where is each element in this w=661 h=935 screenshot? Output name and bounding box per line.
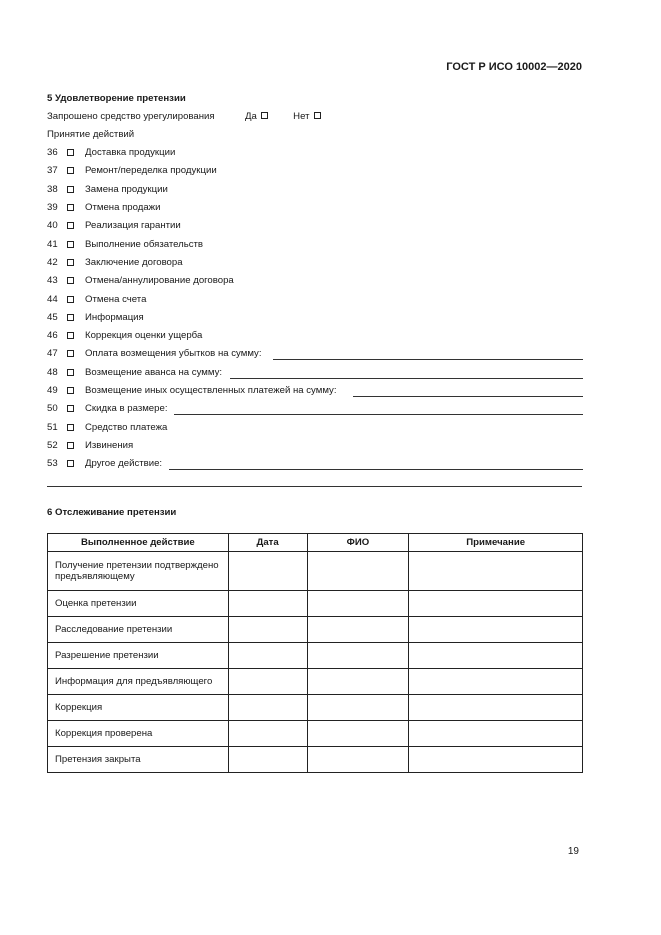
- action-item: [47, 239, 583, 251]
- item-number: 52: [47, 440, 58, 451]
- action-item: [47, 367, 583, 379]
- action-cell: Получение претензии подтверждено предъявляющему: [48, 552, 229, 591]
- discount-blank-field[interactable]: [174, 414, 583, 415]
- item-checkbox[interactable]: [67, 241, 74, 248]
- no-checkbox[interactable]: [314, 112, 321, 119]
- action-item: [47, 165, 583, 177]
- note-cell[interactable]: [409, 695, 583, 721]
- item-number: 48: [47, 367, 58, 378]
- note-cell[interactable]: [409, 747, 583, 773]
- table-row: [48, 669, 583, 695]
- item-checkbox[interactable]: [67, 259, 74, 266]
- item-number: 45: [47, 312, 58, 323]
- item-checkbox[interactable]: [67, 387, 74, 394]
- column-header-name: ФИО: [307, 534, 409, 552]
- name-cell[interactable]: [307, 669, 409, 695]
- item-label: Коррекция оценки ущерба: [85, 330, 203, 341]
- name-cell[interactable]: [307, 695, 409, 721]
- action-item: [47, 147, 583, 159]
- name-cell[interactable]: [307, 643, 409, 669]
- item-label: Отмена счета: [85, 294, 147, 305]
- item-number: 38: [47, 184, 58, 195]
- item-label: Возмещение аванса на сумму:: [85, 367, 223, 378]
- date-cell[interactable]: [228, 695, 307, 721]
- item-checkbox[interactable]: [67, 369, 74, 376]
- section-5-title: 5 Удовлетворение претензии: [47, 93, 186, 104]
- item-label: Отмена/аннулирование договора: [85, 275, 234, 286]
- item-checkbox[interactable]: [67, 460, 74, 467]
- remedy-request-label: Запрошено средство урегулирования: [47, 111, 215, 122]
- yes-label: Да: [244, 111, 257, 122]
- note-cell[interactable]: [409, 552, 583, 591]
- name-cell[interactable]: [307, 721, 409, 747]
- item-number: 51: [47, 422, 58, 433]
- tracking-table: [47, 533, 583, 773]
- item-checkbox[interactable]: [67, 296, 74, 303]
- date-cell[interactable]: [228, 617, 307, 643]
- section-6-title: 6 Отслеживание претензии: [47, 507, 177, 518]
- item-number: 36: [47, 147, 58, 158]
- date-cell[interactable]: [228, 552, 307, 591]
- date-cell[interactable]: [228, 669, 307, 695]
- action-cell: Разрешение претензии: [48, 643, 229, 669]
- action-item: [47, 403, 583, 415]
- yes-checkbox[interactable]: [261, 112, 268, 119]
- page-number: 19: [567, 846, 579, 857]
- column-header-date: Дата: [228, 534, 307, 552]
- column-header-action: Выполненное действие: [48, 534, 229, 552]
- action-cell: Расследование претензии: [48, 617, 229, 643]
- name-cell[interactable]: [307, 552, 409, 591]
- item-checkbox[interactable]: [67, 442, 74, 449]
- table-row: [48, 552, 583, 591]
- item-checkbox[interactable]: [67, 350, 74, 357]
- other-action-continuation-line[interactable]: [47, 486, 582, 487]
- action-item: [47, 348, 583, 360]
- item-label: Отмена продажи: [85, 202, 161, 213]
- item-label: Оплата возмещения убытков на сумму:: [85, 348, 262, 359]
- date-cell[interactable]: [228, 747, 307, 773]
- item-label: Извинения: [85, 440, 134, 451]
- item-label: Возмещение иных осуществленных платежей на сумму:: [85, 385, 337, 396]
- date-cell[interactable]: [228, 591, 307, 617]
- item-checkbox[interactable]: [67, 424, 74, 431]
- action-item: [47, 275, 583, 287]
- item-checkbox[interactable]: [67, 167, 74, 174]
- item-number: 39: [47, 202, 58, 213]
- remedy-request-row: [47, 111, 321, 122]
- table-row: [48, 617, 583, 643]
- table-header-row: [48, 534, 583, 552]
- name-cell[interactable]: [307, 591, 409, 617]
- action-item: [47, 440, 583, 452]
- action-item: [47, 257, 583, 269]
- action-item: [47, 458, 583, 470]
- item-number: 47: [47, 348, 58, 359]
- action-cell: Претензия закрыта: [48, 747, 229, 773]
- table-row: [48, 747, 583, 773]
- note-cell[interactable]: [409, 643, 583, 669]
- action-item: [47, 330, 583, 342]
- note-cell[interactable]: [409, 721, 583, 747]
- item-label: Заключение договора: [85, 257, 183, 268]
- table-row: [48, 643, 583, 669]
- item-checkbox[interactable]: [67, 186, 74, 193]
- item-number: 49: [47, 385, 58, 396]
- item-label: Средство платежа: [85, 422, 168, 433]
- item-label: Ремонт/переделка продукции: [85, 165, 217, 176]
- action-cell: Коррекция: [48, 695, 229, 721]
- name-cell[interactable]: [307, 617, 409, 643]
- table-row: [48, 591, 583, 617]
- item-checkbox[interactable]: [67, 149, 74, 156]
- name-cell[interactable]: [307, 747, 409, 773]
- table-row: [48, 721, 583, 747]
- item-number: 50: [47, 403, 58, 414]
- note-cell[interactable]: [409, 591, 583, 617]
- note-cell[interactable]: [409, 669, 583, 695]
- item-checkbox[interactable]: [67, 314, 74, 321]
- column-header-note: Примечание: [409, 534, 583, 552]
- item-number: 44: [47, 294, 58, 305]
- item-label: Доставка продукции: [85, 147, 176, 158]
- table-row: [48, 695, 583, 721]
- item-label: Другое действие:: [85, 458, 163, 469]
- action-item: [47, 422, 583, 434]
- item-number: 42: [47, 257, 58, 268]
- item-number: 40: [47, 220, 58, 231]
- item-number: 37: [47, 165, 58, 176]
- other-action-blank-field[interactable]: [169, 469, 583, 470]
- item-checkbox[interactable]: [67, 332, 74, 339]
- item-checkbox[interactable]: [67, 277, 74, 284]
- action-cell: Коррекция проверена: [48, 721, 229, 747]
- item-label: Замена продукции: [85, 184, 168, 195]
- actions-label: Принятие действий: [47, 129, 135, 140]
- amount-blank-field[interactable]: [230, 378, 583, 379]
- action-item: [47, 184, 583, 196]
- date-cell[interactable]: [228, 643, 307, 669]
- item-number: 41: [47, 239, 58, 250]
- item-number: 46: [47, 330, 58, 341]
- item-label: Скидка в размере:: [85, 403, 168, 414]
- item-label: Выполнение обязательств: [85, 239, 204, 250]
- action-item: [47, 294, 583, 306]
- date-cell[interactable]: [228, 721, 307, 747]
- note-cell[interactable]: [409, 617, 583, 643]
- amount-blank-field[interactable]: [353, 396, 583, 397]
- item-label: Информация: [85, 312, 144, 323]
- item-checkbox[interactable]: [67, 204, 74, 211]
- item-checkbox[interactable]: [67, 405, 74, 412]
- action-item: [47, 220, 583, 232]
- amount-blank-field[interactable]: [273, 359, 583, 360]
- action-cell: Информация для предъявляющего: [48, 669, 229, 695]
- document-standard-code: ГОСТ Р ИСО 10002—2020: [446, 61, 582, 73]
- item-label: Реализация гарантии: [85, 220, 181, 231]
- action-item: [47, 385, 583, 397]
- action-item: [47, 312, 583, 324]
- item-number: 43: [47, 275, 58, 286]
- item-number: 53: [47, 458, 58, 469]
- action-item: [47, 202, 583, 214]
- item-checkbox[interactable]: [67, 222, 74, 229]
- action-cell: Оценка претензии: [48, 591, 229, 617]
- no-label: Нет: [293, 111, 310, 122]
